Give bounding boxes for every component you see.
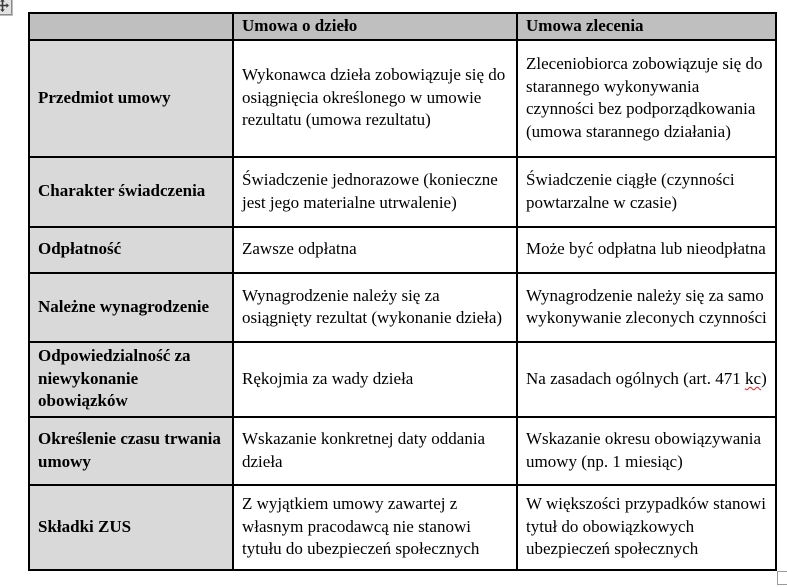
table-row-przedmiot-umowy <box>29 40 776 157</box>
header-cell-umowa-o-dzielo[interactable]: Umowa o dzieło <box>233 13 517 40</box>
row-label[interactable]: Przedmiot umowy <box>29 40 233 157</box>
move-arrows-icon <box>0 0 9 12</box>
row-label[interactable]: Charakter świadczenia <box>29 157 233 227</box>
cell-dzielo[interactable]: Wskazanie konkretnej daty oddania dzieła <box>233 417 517 485</box>
header-cell-umowa-zlecenia[interactable]: Umowa zlecenia <box>517 13 776 40</box>
row-label[interactable]: Składki ZUS <box>29 485 233 570</box>
cell-dzielo[interactable]: Wynagrodzenie należy się za osiągnięty rezultat (wykonanie dzieła) <box>233 273 517 342</box>
cell-zlecenie[interactable]: Zleceniobiorca zobowiązuje się do starannego wykonywania czynności bez podporządkowania (umowa starannego działania) <box>517 40 776 157</box>
spellcheck-flagged-word: kc <box>745 368 762 388</box>
cell-zlecenie[interactable]: Wskazanie okresu obowiązywania umowy (np. 1 miesiąc) <box>517 417 776 485</box>
cell-zlecenie[interactable]: W większości przypadków stanowi tytuł do obowiązkowych ubezpieczeń społecznych <box>517 485 776 570</box>
cell-zlecenie[interactable]: Może być odpłatna lub nieodpłatna <box>517 227 776 273</box>
cell-dzielo[interactable]: Zawsze odpłatna <box>233 227 517 273</box>
row-label[interactable]: Należne wynagrodzenie <box>29 273 233 342</box>
cell-text: Na zasadach ogólnych (art. 471 <box>526 368 746 388</box>
cell-dzielo[interactable]: Wykonawca dzieła zobowiązuje się do osiągnięcia określonego w umowie rezultatu (umowa rezultatu) <box>233 40 517 157</box>
cell-zlecenie[interactable] <box>517 342 776 417</box>
table-row-charakter-swiadczenia <box>29 157 776 227</box>
table-row-skladki-zus <box>29 485 776 570</box>
table-row-nalezne-wynagrodzenie <box>29 273 776 342</box>
table-header-row <box>29 13 776 40</box>
cell-zlecenie[interactable]: Świadczenie ciągłe (czynności powtarzalne w czasie) <box>517 157 776 227</box>
cell-dzielo[interactable]: Rękojmia za wady dzieła <box>233 342 517 417</box>
table-row-odplatnosc <box>29 227 776 273</box>
cell-text: ) <box>761 368 767 388</box>
cell-zlecenie[interactable]: Wynagrodzenie należy się za samo wykonywanie zleconych czynności <box>517 273 776 342</box>
table-move-handle[interactable] <box>0 0 12 15</box>
table-row-odpowiedzialnosc <box>29 342 776 417</box>
contract-comparison-table <box>28 12 777 571</box>
table-resize-handle[interactable] <box>777 571 787 585</box>
row-label[interactable]: Odpowiedzialność za niewykonanie obowiązków <box>29 342 233 417</box>
row-label[interactable]: Określenie czasu trwania umowy <box>29 417 233 485</box>
table-row-okreslenie-czasu <box>29 417 776 485</box>
cell-dzielo[interactable]: Świadczenie jednorazowe (konieczne jest jego materialne utrwalenie) <box>233 157 517 227</box>
row-label[interactable]: Odpłatność <box>29 227 233 273</box>
header-corner-cell[interactable] <box>29 13 233 40</box>
cell-dzielo[interactable]: Z wyjątkiem umowy zawartej z własnym pracodawcą nie stanowi tytułu do ubezpieczeń społecznych <box>233 485 517 570</box>
